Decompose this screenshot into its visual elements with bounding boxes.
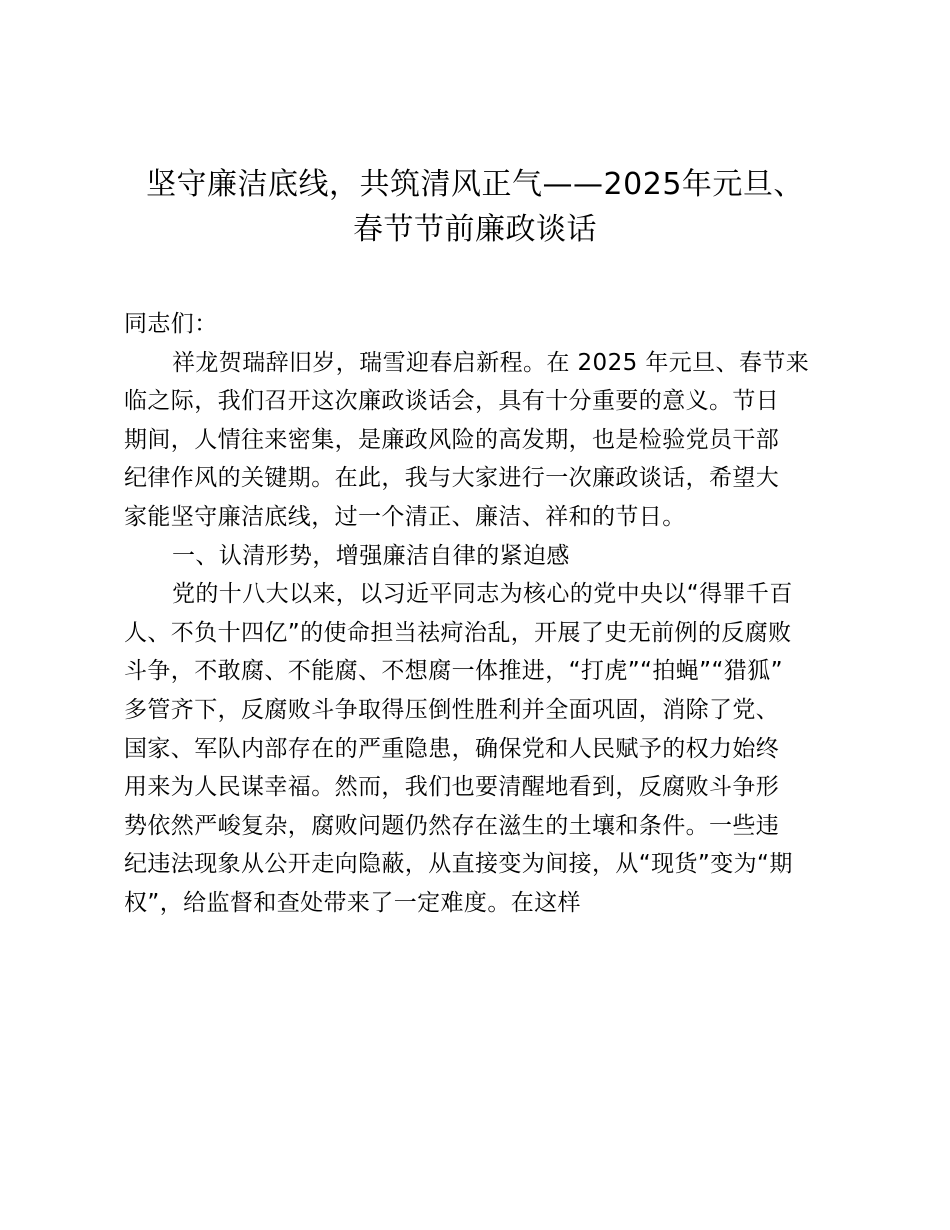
paragraph-1-line: 家能坚守廉洁底线，过一个清正、廉洁、祥和的节日。 (124, 503, 686, 530)
paragraph-1 (124, 344, 839, 537)
paragraph-1-line: 临之际，我们召开这次廉政谈话会，具有十分重要的意义。节日 (124, 388, 780, 415)
paragraph-1-line: 纪律作风的关键期。在此，我与大家进行一次廉政谈话，希望大 (124, 465, 780, 492)
paragraph-2-line: 斗争，不敢腐、不能腐、不想腐一体推进，“打虎”“拍蝇”“猎狐” (124, 658, 783, 685)
paragraph-2-line: 纪违法现象从公开走向隐蔽，从直接变为间接，从“现货”变为“期 (124, 851, 793, 878)
paragraph-2-line: 用来为人民谋幸福。然而，我们也要清醒地看到，反腐败斗争形 (124, 774, 780, 801)
paragraph-2-line: 人、不负十四亿”的使命担当祛疴治乱，开展了史无前例的反腐败 (124, 619, 792, 646)
paragraph-2 (124, 575, 839, 922)
document-body (124, 305, 839, 923)
paragraph-1-line: 祥龙贺瑞辞旧岁，瑞雪迎春启新程。在 2025 年元旦、春节来 (172, 349, 810, 376)
title-line-1: 坚守廉洁底线，共筑清风正气——2025年元旦、 (146, 167, 804, 202)
section-heading-1: 一、认清形势，增强廉洁自律的紧迫感 (172, 542, 570, 569)
paragraph-2-line: 党的十八大以来，以习近平同志为核心的党中央以“得罪千百 (172, 581, 793, 608)
document-title (110, 162, 840, 252)
paragraph-2-line: 多管齐下，反腐败斗争取得压倒性胜利并全面巩固，消除了党、 (124, 696, 780, 723)
paragraph-2-line: 势依然严峻复杂，腐败问题仍然存在滋生的土壤和条件。一些违 (124, 812, 780, 839)
paragraph-2-line: 权”，给监督和查处带来了一定难度。在这样 (124, 889, 581, 916)
paragraph-2-line: 国家、军队内部存在的严重隐患，确保党和人民赋予的权力始终 (124, 735, 780, 762)
paragraph-1-line: 期间，人情往来密集，是廉政风险的高发期，也是检验党员干部 (124, 426, 780, 453)
title-line-2: 春节节前廉政谈话 (353, 212, 597, 247)
salutation: 同志们： (124, 311, 218, 337)
